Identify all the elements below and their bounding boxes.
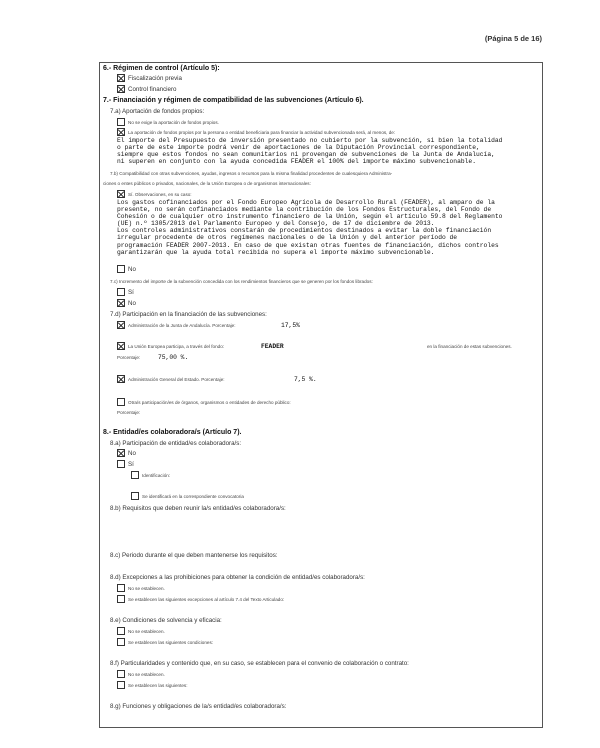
fiscalizacion-checkbox[interactable] xyxy=(117,74,125,82)
compatibilidad-line: programación FEADER 2007-2013. En caso de que existan otras fuentes de financiación, dichos controles xyxy=(117,241,499,249)
age-label: Administración General del Estado. Porcentaje: xyxy=(128,377,225,382)
otra-participacion-checkbox[interactable] xyxy=(117,398,125,406)
fiscalizacion-label: Fiscalización previa xyxy=(128,75,182,82)
section-8b-label: 8.b) Requisitos que deben reunir la/s entidad/es colaboradora/s: xyxy=(110,505,286,512)
compatibilidad-line: Cohesión o de cualquier otro instrumento financiero de la Unión, según el artículo 59.8 del Reglamento xyxy=(117,213,503,221)
age-checkbox[interactable] xyxy=(117,375,125,383)
junta-andalucia-percent: 17,5% xyxy=(281,322,300,329)
no-fondos-propios-label: No se exige la aportación de fondos propios. xyxy=(128,120,219,125)
section-8g-label: 8.g) Funciones y obligaciones de la/s entidad/es colaboradora/s: xyxy=(110,703,287,710)
convenio-si-checkbox[interactable] xyxy=(117,681,125,689)
compatibilidad-line: irregular procedente de otros regímenes nacionales o de la Unión y del anterior período de xyxy=(117,234,458,242)
union-europea-percent: 75,00 %. xyxy=(158,354,189,361)
identificacion-label: Identificación: xyxy=(142,473,171,478)
compatibilidad-si-checkbox[interactable] xyxy=(117,190,125,198)
union-europea-label: La Unión Europea participa, a través del fondo: xyxy=(128,344,225,349)
section-7-title: 7.- Financiación y régimen de compatibilidad de las subvenciones (Artículo 6). xyxy=(103,97,364,104)
identificacion-checkbox[interactable] xyxy=(131,471,139,479)
solvencia-si-label: Se establecen las siguientes condiciones: xyxy=(128,640,214,645)
section-8d-label: 8.d) Excepciones a las prohibiciones para obtener la condición de entidad/es colaboradora/s: xyxy=(110,574,365,581)
compatibilidad-no-label: No xyxy=(128,266,136,273)
convocatoria-label: Se identificará en la correspondiente convocatoria xyxy=(142,494,244,499)
excepciones-si-checkbox[interactable] xyxy=(117,595,125,603)
section-7b-label-line2: ciones o entes públicos o privados, nacionales, de la Unión Europea o de organismos internacionales: xyxy=(103,181,311,186)
otra-participacion-label: Otra/s participación/es de órganos, organismos o entidades de derecho público: xyxy=(128,400,291,405)
section-8-title: 8.- Entidad/es colaboradora/s (Artículo 7). xyxy=(103,429,242,436)
convenio-no-label: No se establecen. xyxy=(128,672,165,677)
compatibilidad-no-checkbox[interactable] xyxy=(117,265,125,273)
control-financiero-label: Control financiero xyxy=(128,86,177,93)
entidad-no-label: No xyxy=(128,450,136,457)
section-6-title: 6.- Régimen de control (Artículo 5): xyxy=(103,65,220,72)
section-7c-label: 7.c) Incremento del importe de la subvención concedida con los rendimientos financieros que se generen por los fondos librados: xyxy=(110,279,373,284)
compatibilidad-line: presente, no serán cofinanciados mediante la contribución de los Fondos Estructurales, del Fondo de xyxy=(117,206,492,214)
form-frame xyxy=(99,62,543,728)
no-fondos-propios-checkbox[interactable] xyxy=(117,118,125,126)
section-8f-label: 8.f) Particularidades y contenido que, en su caso, se establecen para el convenio de colaboración o contrato: xyxy=(110,660,409,667)
compatibilidad-text xyxy=(117,199,502,256)
union-europea-checkbox[interactable] xyxy=(117,342,125,350)
fondos-propios-line: siempre que estos fondos no sean comunitarios ni provengan de subvenciones de la Junta de Andalucía, xyxy=(117,151,495,159)
age-percent: 7,5 %. xyxy=(294,376,317,383)
union-europea-percent-label: Porcentaje: xyxy=(117,355,141,360)
solvencia-no-label: No se establecen. xyxy=(128,629,165,634)
entidad-si-label: Sí xyxy=(128,461,134,468)
union-europea-fund: FEADER xyxy=(261,343,284,350)
solvencia-no-checkbox[interactable] xyxy=(117,627,125,635)
fondos-propios-text xyxy=(117,137,502,165)
convenio-no-checkbox[interactable] xyxy=(117,670,125,678)
compatibilidad-line: Los gastos cofinanciados por el Fondo Europeo Agrícola de Desarrollo Rural (FEADER), al amparo de la xyxy=(117,199,495,206)
compatibilidad-si-label: Sí. Observaciones, en su caso: xyxy=(128,192,192,197)
convocatoria-checkbox[interactable] xyxy=(131,492,139,500)
section-7a-label: 7.a) Aportación de fondos propios: xyxy=(110,108,205,115)
excepciones-no-checkbox[interactable] xyxy=(117,584,125,592)
entidad-no-checkbox[interactable] xyxy=(117,449,125,457)
fondos-propios-label: La aportación de fondos propios por la persona o entidad beneficiaria para financiar la actividad subvencionada será, al menos, de: xyxy=(128,130,396,135)
fondos-propios-line: ni superen en conjunto con la ayuda concedida FEADER el 100% del importe máximo subvencionable. xyxy=(117,158,476,166)
excepciones-si-label: Se establecen las siguientes excepciones al artículo 7.4 del Texto Articulado: xyxy=(128,597,285,602)
junta-andalucia-label: Administración de la Junta de Andalucía. Porcentaje: xyxy=(128,323,236,328)
section-7b-label-line1: 7.b) Compatibilidad con otras subvenciones, ayudas, ingresos o recursos para la misma finalidad procedentes de cualesquiera Administra- xyxy=(110,171,393,176)
section-8e-label: 8.e) Condiciones de solvencia y eficacia: xyxy=(110,617,222,624)
compatibilidad-line: (UE) n.º 1305/2013 del Parlamento Europeo y del Consejo, de 17 de diciembre de 2013. xyxy=(117,220,435,228)
fondos-propios-line: o parte de este importe podrá venir de aportaciones de la Diputación Provincial correspondiente, xyxy=(117,144,480,152)
solvencia-si-checkbox[interactable] xyxy=(117,638,125,646)
otra-participacion-percent-label: Porcentaje: xyxy=(117,410,141,415)
incremento-no-label: No xyxy=(128,300,136,307)
control-financiero-checkbox[interactable] xyxy=(117,85,125,93)
junta-andalucia-checkbox[interactable] xyxy=(117,321,125,329)
entidad-si-checkbox[interactable] xyxy=(117,460,125,468)
excepciones-no-label: No se establecen. xyxy=(128,586,165,591)
convenio-si-label: Se establecen las siguientes: xyxy=(128,683,188,688)
incremento-no-checkbox[interactable] xyxy=(117,299,125,307)
section-7d-label: 7.d) Participación en la financiación de las subvenciones: xyxy=(110,311,267,318)
page-number: (Página 5 de 16) xyxy=(484,34,542,43)
incremento-si-checkbox[interactable] xyxy=(117,288,125,296)
compatibilidad-line: garantizarán que la ayuda total recibida no supera el importe máximo subvencionable. xyxy=(117,248,435,256)
union-europea-suffix: en la financiación de estas subvenciones. xyxy=(427,344,512,349)
section-8c-label: 8.c) Periodo durante el que deben mantenerse los requisitos: xyxy=(110,552,278,559)
incremento-si-label: Sí xyxy=(128,289,134,296)
compatibilidad-line: Los controles administrativos constarán de procedimientos destinados a evitar la doble financiación xyxy=(117,227,492,235)
fondos-propios-line: El importe del Presupuesto de inversión presentado no cubierto por la subvención, si bien la totalidad xyxy=(117,137,503,144)
fondos-propios-checkbox[interactable] xyxy=(117,128,125,136)
section-8a-label: 8.a) Participación de entidad/es colaboradora/s: xyxy=(110,440,242,447)
